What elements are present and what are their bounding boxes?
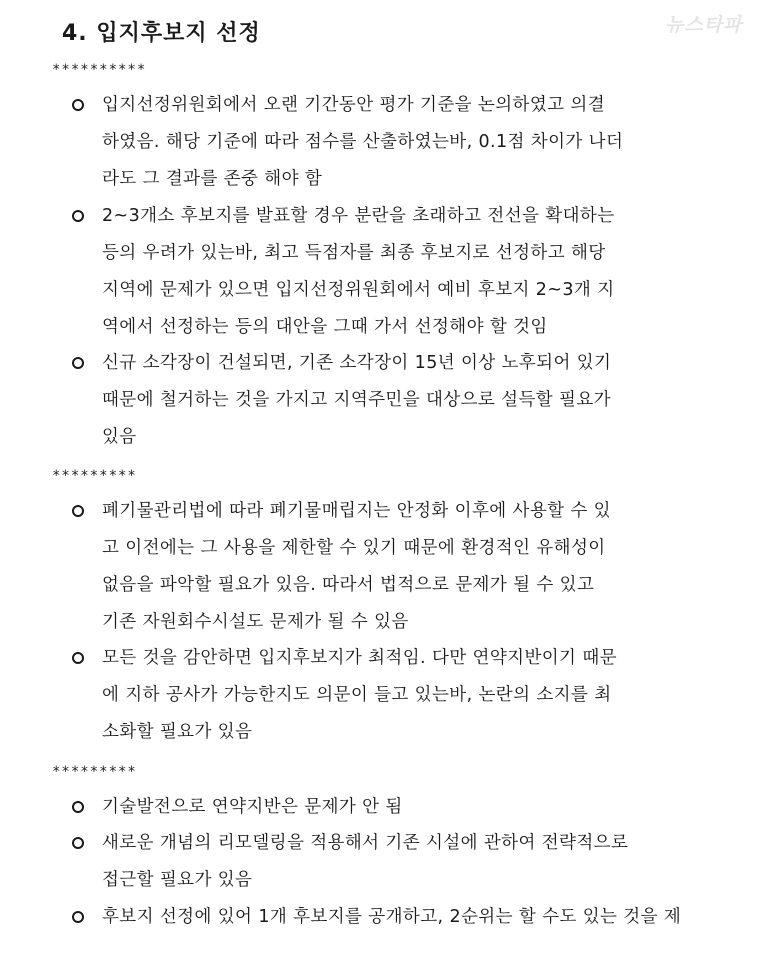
bullet-text-line: 기술발전으로 연약지반은 문제가 안 됨 <box>102 797 403 817</box>
bullet-text-line: 모든 것을 감안하면 입지후보지가 최적임. 다만 연약지반이기 때문 <box>102 648 617 668</box>
separator-asterisks: ********* <box>52 468 137 484</box>
bullet-text-line: 지역에 문제가 있으면 입지선정위원회에서 예비 후보지 2~3개 지 <box>102 280 615 300</box>
bullet-text-line: 새로운 개념의 리모델링을 적용해서 기존 시설에 관하여 전략적으로 <box>102 833 629 853</box>
bullet-text-line: 신규 소각장이 건설되면, 기존 소각장이 15년 이상 노후되어 있기 <box>102 353 612 373</box>
bullet-text-line: 역에서 선정하는 등의 대안을 그때 가서 선정해야 할 것임 <box>102 317 548 337</box>
bullet-text-line: 폐기물관리법에 따라 폐기물매립지는 안정화 이후에 사용할 수 있 <box>102 501 611 521</box>
circle-bullet-icon <box>72 652 84 664</box>
circle-bullet-icon <box>72 911 84 923</box>
circle-bullet-icon <box>72 99 84 111</box>
bullet-text-line: 없음을 파악할 필요가 있음. 따라서 법적으로 문제가 될 수 있고 <box>102 575 595 595</box>
bullet-text-line: 후보지 선정에 있어 1개 후보지를 공개하고, 2순위는 할 수도 있는 것을 제 <box>102 907 682 927</box>
bullet-text-line: 입지선정위원회에서 오랜 기간동안 평가 기준을 논의하였고 의결 <box>102 95 606 115</box>
bullet-text-line: 에 지하 공사가 가능한지도 의문이 들고 있는바, 논란의 소지를 최 <box>102 685 612 705</box>
separator-asterisks: ********* <box>52 764 137 780</box>
bullet-text-line: 있음 <box>102 427 137 447</box>
bullet-text-line: 접근할 필요가 있음 <box>102 870 253 890</box>
bullet-text-line: 소화할 필요가 있음 <box>102 722 253 742</box>
bullet-text-line: 라도 그 결과를 존중 해야 함 <box>102 169 323 189</box>
bullet-text-line: 때문에 철거하는 것을 가지고 지역주민을 대상으로 설득할 필요가 <box>102 390 611 410</box>
separator-asterisks: ********** <box>52 62 147 78</box>
watermark-logo: 뉴스타파 <box>665 14 743 36</box>
bullet-text-line: 2~3개소 후보지를 발표할 경우 분란을 초래하고 전선을 확대하는 <box>102 206 615 226</box>
section-title: 4. 입지후보지 선정 <box>62 21 261 46</box>
circle-bullet-icon <box>72 357 84 369</box>
bullet-text-line: 하였음. 해당 기준에 따라 점수를 산출하였는바, 0.1점 차이가 나더 <box>102 132 624 152</box>
bullet-text-line: 등의 우려가 있는바, 최고 득점자를 최종 후보지로 선정하고 해당 <box>102 243 606 263</box>
circle-bullet-icon <box>72 210 84 222</box>
bullet-text-line: 기존 자원회수시설도 문제가 될 수 있음 <box>102 612 409 632</box>
circle-bullet-icon <box>72 801 84 813</box>
circle-bullet-icon <box>72 837 84 849</box>
bullet-text-line: 고 이전에는 그 사용을 제한할 수 있기 때문에 환경적인 유해성이 <box>102 538 606 558</box>
circle-bullet-icon <box>72 505 84 517</box>
